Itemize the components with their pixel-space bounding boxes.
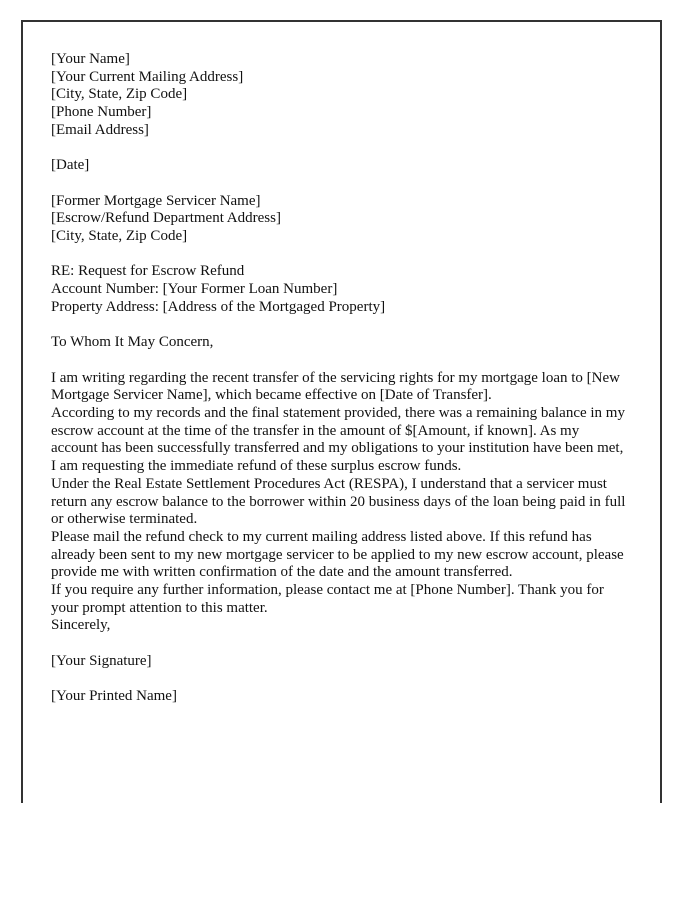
- sender-email-line: [Email Address]: [51, 121, 149, 138]
- recipient-address-block: [51, 193, 629, 246]
- body-paragraph-transfer-notice: I am writing regarding the recent transfer of the servicing rights for my mortgage loan to [New Mortgage Servicer Name], which became effective on [Date of Transfer].: [51, 369, 620, 404]
- subject-block: [51, 263, 629, 316]
- recipient-city-state-zip-line: [City, State, Zip Code]: [51, 228, 188, 244]
- salutation-block: [51, 334, 629, 352]
- salutation-line: To Whom It May Concern,: [51, 334, 214, 351]
- closing-line: Sincerely,: [51, 617, 111, 634]
- signature-line: [Your Signature]: [51, 652, 152, 669]
- body-paragraph-refund-instructions: Please mail the refund check to my current mailing address listed above. If this refund has already been sent to my new mortgage servicer to be applied to my new escrow account, please provide me with written confirmation of the date and the amount transferred.: [51, 528, 624, 581]
- letter-body: [51, 51, 629, 706]
- sender-city-state-zip-line: [City, State, Zip Code]: [51, 86, 188, 103]
- sender-mailing-address-line: [Your Current Mailing Address]: [51, 68, 244, 85]
- subject-re-line: RE: Request for Escrow Refund: [51, 263, 245, 280]
- printed-name-block: [51, 688, 629, 706]
- letter-page-border: [21, 20, 662, 803]
- body-paragraph-respa: Under the Real Estate Settlement Procedures Act (RESPA), I understand that a servicer must return any escrow balance to the borrower within 20 business days of the loan being paid in full or otherwise terminated.: [51, 475, 626, 528]
- date-line: [Date]: [51, 157, 90, 174]
- recipient-department-address-line: [Escrow/Refund Department Address]: [51, 210, 281, 227]
- date-block: [51, 157, 629, 175]
- recipient-servicer-name-line: [Former Mortgage Servicer Name]: [51, 192, 261, 209]
- body-paragraph-escrow-balance: According to my records and the final statement provided, there was a remaining balance in my escrow account at the time of the transfer in the amount of $[Amount, if known]. As my account has been successfully transferred and my obligations to your institution have been met, I am requesting the immediate refund of these surplus escrow funds.: [51, 404, 625, 475]
- body-paragraph-contact: If you require any further information, please contact me at [Phone Number]. Thank you for your prompt attention to this matter.: [51, 582, 604, 616]
- printed-name-line: [Your Printed Name]: [51, 688, 177, 705]
- closing-block: [51, 617, 629, 635]
- sender-phone-line: [Phone Number]: [51, 104, 152, 121]
- sender-address-block: [51, 51, 629, 140]
- subject-property-address-line: Property Address: [Address of the Mortgaged Property]: [51, 298, 386, 315]
- subject-account-number-line: Account Number: [Your Former Loan Number]: [51, 281, 338, 298]
- sender-name-line: [Your Name]: [51, 51, 130, 67]
- signature-block: [51, 653, 629, 671]
